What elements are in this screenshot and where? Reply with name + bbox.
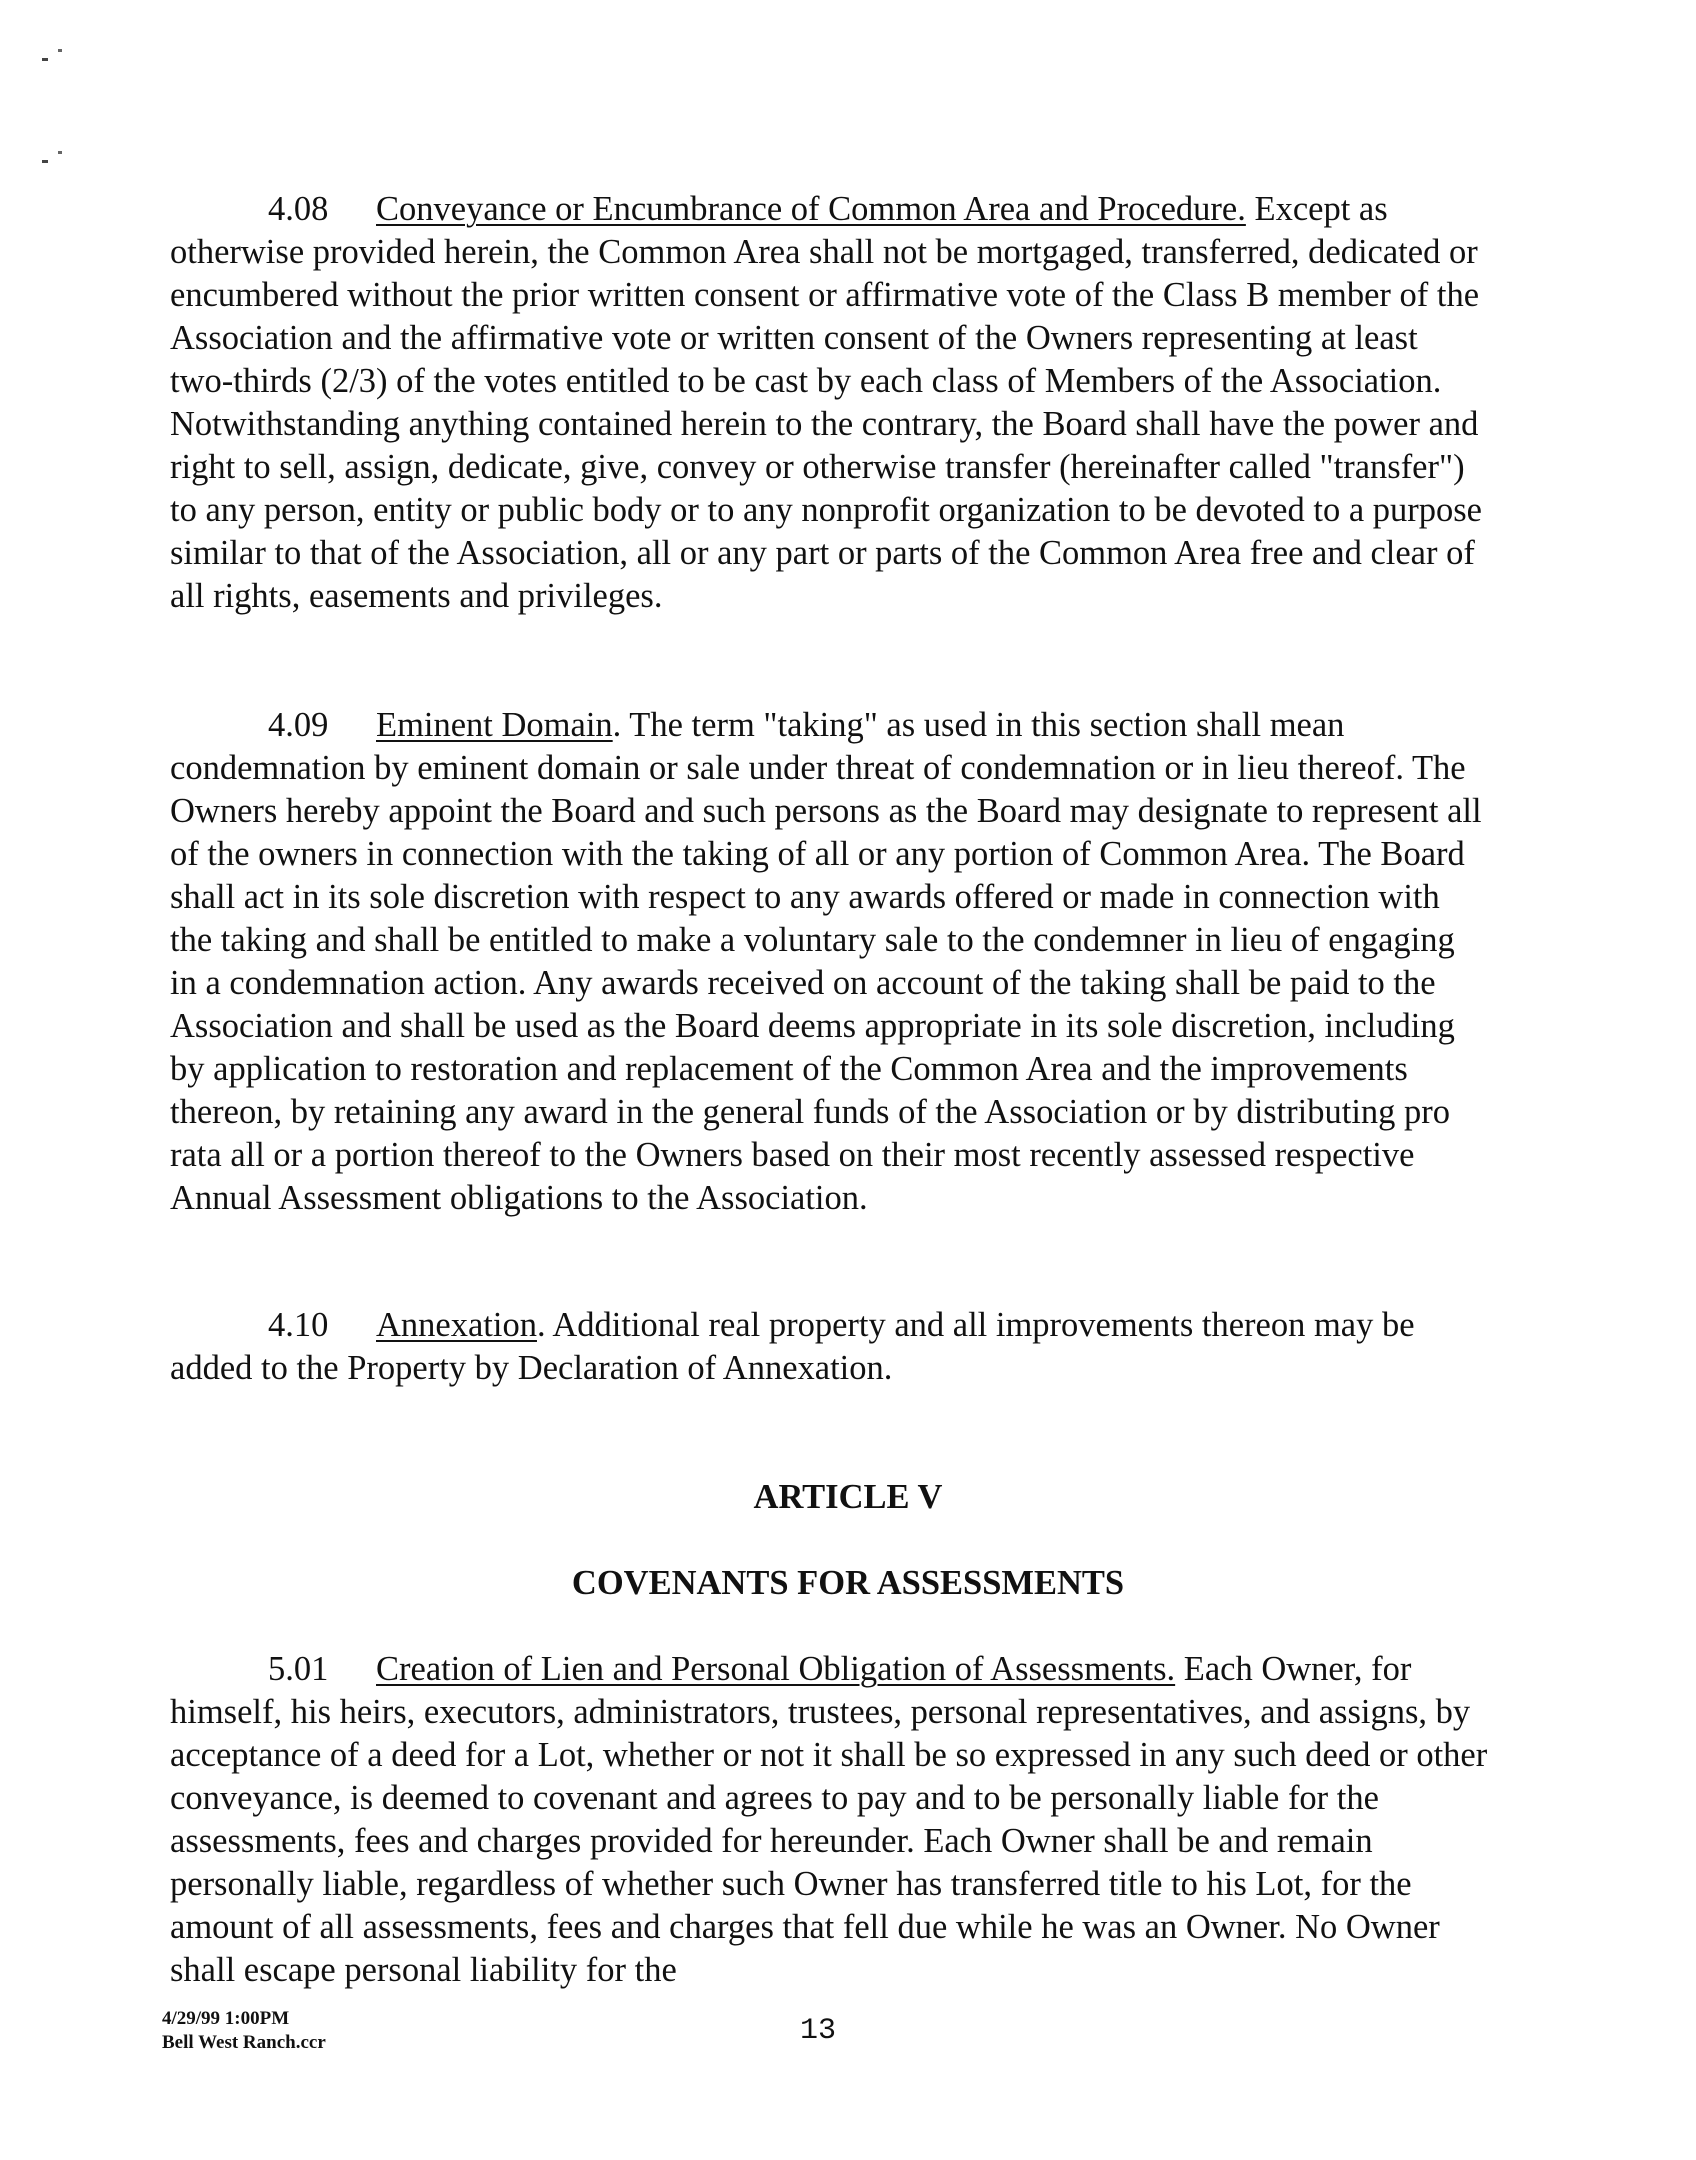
- page-number: 13: [800, 2014, 837, 2048]
- section-title: Eminent Domain: [376, 706, 613, 744]
- section-4-09: [170, 704, 1488, 1220]
- paragraph: [170, 1648, 1488, 1992]
- section-text: . Additional real property and all improvements thereon may be added to the Property by Declaration of Annexation.: [170, 1306, 1415, 1387]
- section-text: Except as otherwise provided herein, the Common Area shall not be mortgaged, transferred, dedicated or encumbered without the prior written consent or affirmative vote of the Class B member of the Association and the affirmative vote or written consent of the Owners representing at least two-thirds (2/3) of the votes entitled to be cast by each class of Members of the Association. Notwithstanding anything contained herein to the contrary, the Board shall have the power and right to sell, assign, dedicate, give, convey or otherwise transfer (hereinafter called "transfer") to any person, entity or public body or to any nonprofit organization to be devoted to a purpose similar to that of the Association, all or any part or parts of the Common Area free and clear of all rights, easements and privileges.: [170, 190, 1482, 615]
- section-number: 4.10: [268, 1306, 329, 1344]
- section-title: Annexation: [376, 1306, 537, 1344]
- article-heading: ARTICLE V: [753, 1478, 943, 1516]
- scan-mark: [42, 58, 56, 62]
- paragraph: [170, 188, 1488, 618]
- paragraph: [170, 704, 1488, 1220]
- footer-filename: Bell West Ranch.ccr: [162, 2032, 326, 2053]
- section-number: 5.01: [268, 1650, 329, 1688]
- footer-date: 4/29/99 1:00PM: [162, 2008, 290, 2029]
- section-text: . The term "taking" as used in this section shall mean condemnation by eminent domain or sale under threat of condemnation or in lieu thereof. The Owners hereby appoint the Board and such persons as the Board may designate to represent all of the owners in connection with the taking of all or any portion of Common Area. The Board shall act in its sole discretion with respect to any awards offered or made in connection with the taking and shall be entitled to make a voluntary sale to the condemner in lieu of engaging in a condemnation action. Any awards received on account of the taking shall be paid to the Association and shall be used as the Board deems appropriate in its sole discretion, including by application to restoration and replacement of the Common Area and the improvements thereon, by retaining any award in the general funds of the Association or by distributing pro rata all or a portion thereof to the Owners based on their most recently assessed respective Annual Assessment obligations to the Association.: [170, 706, 1482, 1217]
- section-number: 4.09: [268, 706, 329, 744]
- section-title: Creation of Lien and Personal Obligation of Assessments.: [376, 1650, 1176, 1688]
- section-4-08: [170, 188, 1488, 618]
- section-5-01: [170, 1648, 1488, 1992]
- scan-mark: [42, 160, 56, 164]
- paragraph: [170, 1304, 1488, 1390]
- section-text: Each Owner, for himself, his heirs, executors, administrators, trustees, personal representatives, and assigns, by acceptance of a deed for a Lot, whether or not it shall be so expressed in any such deed or other conveyance, is deemed to covenant and agrees to pay and to be personally liable for the assessments, fees and charges provided for hereunder. Each Owner shall be and remain personally liable, regardless of whether such Owner has transferred title to his Lot, for the amount of all assessments, fees and charges that fell due while he was an Owner. No Owner shall escape personal liability for the: [170, 1650, 1488, 1989]
- article-title: COVENANTS FOR ASSESSMENTS: [571, 1564, 1125, 1602]
- section-number: 4.08: [268, 190, 329, 228]
- section-4-10: [170, 1304, 1488, 1390]
- section-title: Conveyance or Encumbrance of Common Area and Procedure.: [376, 190, 1246, 228]
